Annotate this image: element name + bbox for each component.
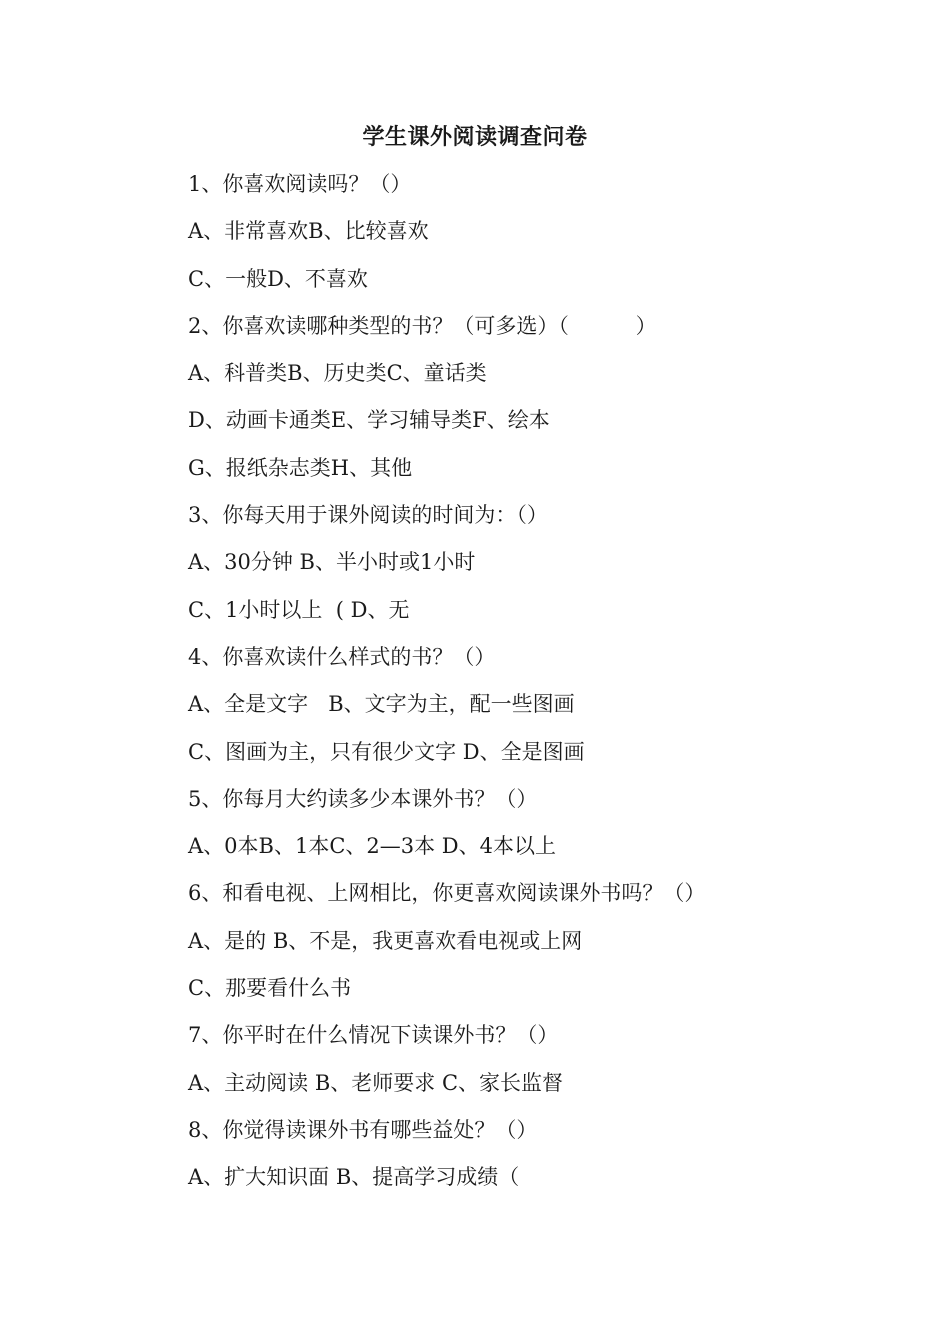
question-2-options-a-c: A、科普类B、历史类C、童话类 [188,361,487,386]
question-5: 5、你每月大约读多少本课外书？（） [188,786,538,811]
question-4: 4、你喜欢读什么样式的书？（） [188,644,496,669]
question-2: 2、你喜欢读哪种类型的书？（可多选）（ ） [188,313,657,338]
question-1-options-a-b: A、非常喜欢B、比较喜欢 [188,219,429,244]
question-8: 8、你觉得读课外书有哪些益处？（） [188,1117,538,1142]
question-2-options-d-f: D、动画卡通类E、学习辅导类F、绘本 [188,408,550,433]
question-7: 7、你平时在什么情况下读课外书？（） [188,1023,559,1048]
question-3: 3、你每天用于课外阅读的时间为：（） [188,503,548,528]
question-list [188,168,888,1209]
question-5-options: A、0本B、1本C、2—3本 D、4本以上 [188,834,556,859]
question-2-options-g-h: G、报纸杂志类H、其他 [188,455,413,480]
question-4-options-c-d: C、图画为主，只有很少文字 D、全是图画 [188,739,585,764]
question-6-option-c: C、那要看什么书 [188,976,352,1001]
question-6: 6、和看电视、上网相比，你更喜欢阅读课外书吗？（） [188,881,706,906]
question-7-options: A、主动阅读 B、老师要求 C、家长监督 [188,1070,564,1095]
question-1-options-c-d: C、一般D、不喜欢 [188,266,368,291]
question-6-options-a-b: A、是的 B、不是，我更喜欢看电视或上网 [188,928,583,953]
question-1: 1、你喜欢阅读吗？（） [188,172,412,196]
question-3-options-c-d: C、1小时以上 ( D、无 [188,597,410,622]
question-3-options-a-b: A、30分钟 B、半小时或1小时 [188,550,476,575]
page-title: 学生课外阅读调查问卷 [362,124,588,150]
question-4-options-a-b: A、全是文字 B、文字为主，配一些图画 [188,692,575,717]
question-8-options-a-b: A、扩大知识面 B、提高学习成绩（ [188,1165,520,1190]
